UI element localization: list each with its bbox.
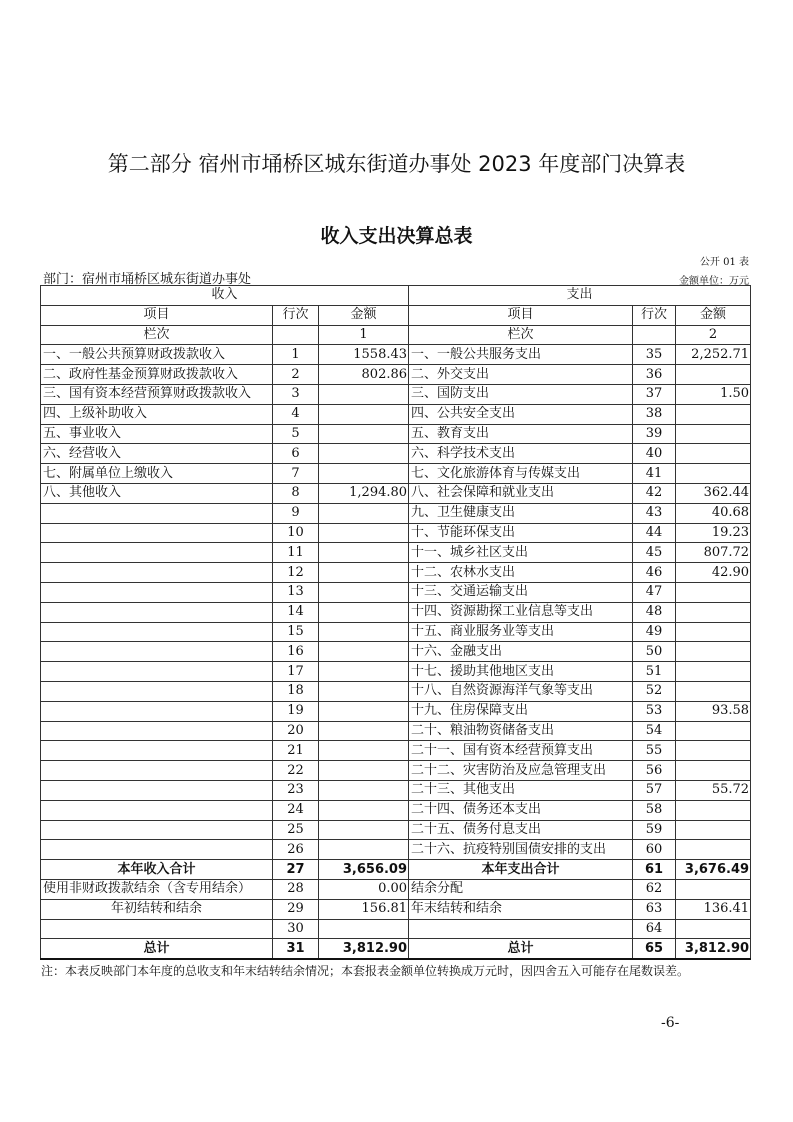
expense-item: 十三、交通运输支出: [409, 582, 633, 602]
expense-item: 八、社会保障和就业支出: [409, 483, 633, 503]
expense-line-no: 51: [633, 662, 676, 682]
income-amount: [319, 622, 409, 642]
footnote: 注：本表反映部门本年度的总收支和年末结转结余情况；本套报表金额单位转换成万元时，因四舍五入可能存在尾数误差。: [41, 964, 690, 978]
income-item: [41, 563, 273, 583]
table-row: [41, 345, 751, 365]
summary-income-amount: 3,656.09: [319, 860, 409, 880]
expense-amount: [676, 365, 751, 385]
expense-amount: [676, 602, 751, 622]
income-item: [41, 582, 273, 602]
income-item-header: 项目: [41, 305, 273, 325]
income-line-no: 21: [273, 741, 319, 761]
expense-header: 支出: [409, 286, 751, 306]
expense-item: 二十、粮油物资储备支出: [409, 721, 633, 741]
expense-line-no: 46: [633, 563, 676, 583]
income-line-no: 3: [273, 384, 319, 404]
income-amount: [319, 840, 409, 860]
table-row: [41, 622, 751, 642]
expense-item: 十四、资源勘探工业信息等支出: [409, 602, 633, 622]
table-row: [41, 404, 751, 424]
expense-amount: [676, 761, 751, 781]
income-item: [41, 642, 273, 662]
page-title: 第二部分 宿州市埇桥区城东街道办事处 2023 年度部门决算表: [107, 152, 686, 176]
expense-amount: [676, 800, 751, 820]
expense-line-no: 60: [633, 840, 676, 860]
table-title: 收入支出决算总表: [320, 225, 473, 247]
income-item: [41, 840, 273, 860]
table-row: [41, 741, 751, 761]
empty-cell: [633, 325, 676, 345]
summary-income-item: 年初结转和结余: [41, 899, 273, 919]
summary-income-amount: 156.81: [319, 899, 409, 919]
summary-row: [41, 860, 751, 880]
expense-item: 九、卫生健康支出: [409, 503, 633, 523]
income-amount: [319, 701, 409, 721]
expense-line-no: 42: [633, 483, 676, 503]
income-amount: [319, 662, 409, 682]
expense-amount: 1.50: [676, 384, 751, 404]
expense-column-order-label: 栏次: [409, 325, 633, 345]
summary-income-item: [41, 919, 273, 939]
column-number-row: [41, 325, 751, 345]
income-item: 七、附属单位上缴收入: [41, 464, 273, 484]
empty-cell: [273, 325, 319, 345]
expense-item: 二十六、抗疫特别国债安排的支出: [409, 840, 633, 860]
income-line-no: 14: [273, 602, 319, 622]
summary-income-line-no: 27: [273, 860, 319, 880]
income-line-header: 行次: [273, 305, 319, 325]
expense-amount: 55.72: [676, 780, 751, 800]
income-header: 收入: [41, 286, 409, 306]
table-row: [41, 662, 751, 682]
summary-income-amount: 0.00: [319, 879, 409, 899]
summary-income-line-no: 31: [273, 939, 319, 959]
expense-item: 十、节能环保支出: [409, 523, 633, 543]
income-column-order-label: 栏次: [41, 325, 273, 345]
income-item: [41, 681, 273, 701]
expense-item: 六、科学技术支出: [409, 444, 633, 464]
expense-line-no: 40: [633, 444, 676, 464]
income-item: [41, 780, 273, 800]
expense-amount-header: 金额: [676, 305, 751, 325]
table-row: [41, 543, 751, 563]
income-line-no: 2: [273, 365, 319, 385]
summary-expense-item: 总计: [409, 939, 633, 959]
income-line-no: 9: [273, 503, 319, 523]
expense-item-header: 项目: [409, 305, 633, 325]
table-row: [41, 523, 751, 543]
expense-item: 二十一、国有资本经营预算支出: [409, 741, 633, 761]
income-amount: [319, 404, 409, 424]
expense-amount: 93.58: [676, 701, 751, 721]
expense-item: 二十五、债务付息支出: [409, 820, 633, 840]
table-row: [41, 780, 751, 800]
summary-income-line-no: 29: [273, 899, 319, 919]
income-item: 二、政府性基金预算财政拨款收入: [41, 365, 273, 385]
expense-item: 四、公共安全支出: [409, 404, 633, 424]
expense-line-no: 50: [633, 642, 676, 662]
income-amount: [319, 602, 409, 622]
income-line-no: 25: [273, 820, 319, 840]
expense-line-no: 44: [633, 523, 676, 543]
income-line-no: 4: [273, 404, 319, 424]
income-line-no: 18: [273, 681, 319, 701]
expense-line-no: 45: [633, 543, 676, 563]
expense-item: 十八、自然资源海洋气象等支出: [409, 681, 633, 701]
table-row: [41, 761, 751, 781]
income-amount: [319, 444, 409, 464]
income-item: [41, 820, 273, 840]
expense-line-no: 41: [633, 464, 676, 484]
income-amount: [319, 582, 409, 602]
summary-expense-line-no: 62: [633, 879, 676, 899]
income-line-no: 6: [273, 444, 319, 464]
income-item: 四、上级补助收入: [41, 404, 273, 424]
table-row: [41, 384, 751, 404]
table-row: [41, 840, 751, 860]
income-item: [41, 761, 273, 781]
summary-income-item: 使用非财政拨款结余（含专用结余）: [41, 879, 273, 899]
summary-expense-item: 本年支出合计: [409, 860, 633, 880]
expense-item: 二十三、其他支出: [409, 780, 633, 800]
income-line-no: 7: [273, 464, 319, 484]
expense-item: 十二、农林水支出: [409, 563, 633, 583]
expense-amount: 362.44: [676, 483, 751, 503]
income-expense-table: [40, 285, 751, 960]
form-code: 公开 01 表: [699, 257, 749, 268]
income-line-no: 17: [273, 662, 319, 682]
income-amount-header: 金额: [319, 305, 409, 325]
summary-row: [41, 879, 751, 899]
table-row: [41, 681, 751, 701]
income-line-no: 16: [273, 642, 319, 662]
expense-amount: [676, 404, 751, 424]
table-row: [41, 582, 751, 602]
summary-expense-amount: 136.41: [676, 899, 751, 919]
section-header-row: [41, 286, 751, 306]
table-row: [41, 483, 751, 503]
income-amount: [319, 681, 409, 701]
table-row: [41, 701, 751, 721]
income-item: 三、国有资本经营预算财政拨款收入: [41, 384, 273, 404]
summary-income-line-no: 30: [273, 919, 319, 939]
expense-item: 五、教育支出: [409, 424, 633, 444]
income-line-no: 22: [273, 761, 319, 781]
income-amount: 1558.43: [319, 345, 409, 365]
summary-expense-amount: 3,812.90: [676, 939, 751, 959]
expense-amount: [676, 444, 751, 464]
income-line-no: 1: [273, 345, 319, 365]
expense-item: 七、文化旅游体育与传媒支出: [409, 464, 633, 484]
summary-income-amount: 3,812.90: [319, 939, 409, 959]
summary-income-amount: [319, 919, 409, 939]
income-item: 五、事业收入: [41, 424, 273, 444]
income-amount: [319, 563, 409, 583]
income-amount: [319, 780, 409, 800]
income-line-no: 5: [273, 424, 319, 444]
table-row: [41, 800, 751, 820]
expense-item: 二十四、债务还本支出: [409, 800, 633, 820]
income-amount: [319, 543, 409, 563]
summary-income-line-no: 28: [273, 879, 319, 899]
table-row: [41, 820, 751, 840]
table-row: [41, 642, 751, 662]
income-amount: 802.86: [319, 365, 409, 385]
summary-expense-line-no: 64: [633, 919, 676, 939]
table-row: [41, 464, 751, 484]
expense-amount: 807.72: [676, 543, 751, 563]
expense-line-header: 行次: [633, 305, 676, 325]
summary-row: [41, 939, 751, 959]
income-item: [41, 701, 273, 721]
expense-line-no: 39: [633, 424, 676, 444]
income-line-no: 20: [273, 721, 319, 741]
expense-amount: [676, 642, 751, 662]
expense-amount: [676, 582, 751, 602]
expense-line-no: 56: [633, 761, 676, 781]
income-amount: [319, 741, 409, 761]
expense-line-no: 43: [633, 503, 676, 523]
expense-amount: 19.23: [676, 523, 751, 543]
income-amount: 1,294.80: [319, 483, 409, 503]
income-line-no: 8: [273, 483, 319, 503]
income-line-no: 10: [273, 523, 319, 543]
expense-amount: [676, 721, 751, 741]
summary-income-item: 本年收入合计: [41, 860, 273, 880]
summary-expense-line-no: 65: [633, 939, 676, 959]
summary-income-item: 总计: [41, 939, 273, 959]
expense-amount: [676, 820, 751, 840]
income-line-no: 11: [273, 543, 319, 563]
income-amount: [319, 464, 409, 484]
income-line-no: 23: [273, 780, 319, 800]
income-line-no: 26: [273, 840, 319, 860]
expense-amount: [676, 464, 751, 484]
income-item: [41, 622, 273, 642]
income-amount: [319, 424, 409, 444]
summary-expense-line-no: 61: [633, 860, 676, 880]
table-row: [41, 563, 751, 583]
income-amount: [319, 642, 409, 662]
table-row: [41, 424, 751, 444]
expense-amount: 42.90: [676, 563, 751, 583]
income-line-no: 15: [273, 622, 319, 642]
expense-line-no: 58: [633, 800, 676, 820]
page-number: -6-: [661, 1015, 680, 1031]
income-item: 六、经营收入: [41, 444, 273, 464]
expense-item: 三、国防支出: [409, 384, 633, 404]
income-item: [41, 662, 273, 682]
income-item: [41, 721, 273, 741]
expense-line-no: 48: [633, 602, 676, 622]
summary-row: [41, 919, 751, 939]
expense-line-no: 52: [633, 681, 676, 701]
income-amount: [319, 761, 409, 781]
income-amount: [319, 503, 409, 523]
income-amount: [319, 721, 409, 741]
expense-line-no: 36: [633, 365, 676, 385]
summary-expense-amount: [676, 879, 751, 899]
income-item: [41, 602, 273, 622]
summary-row: [41, 899, 751, 919]
summary-expense-line-no: 63: [633, 899, 676, 919]
income-line-no: 24: [273, 800, 319, 820]
income-item: 八、其他收入: [41, 483, 273, 503]
expense-line-no: 54: [633, 721, 676, 741]
income-amount: [319, 384, 409, 404]
expense-column-no: 2: [676, 325, 751, 345]
table-row: [41, 503, 751, 523]
expense-item: 十六、金融支出: [409, 642, 633, 662]
department-label: 部门：宿州市埇桥区城东街道办事处: [43, 272, 252, 287]
summary-expense-amount: 3,676.49: [676, 860, 751, 880]
income-item: [41, 523, 273, 543]
income-column-no: 1: [319, 325, 409, 345]
expense-line-no: 37: [633, 384, 676, 404]
income-amount: [319, 820, 409, 840]
expense-amount: [676, 662, 751, 682]
expense-amount: [676, 681, 751, 701]
income-line-no: 13: [273, 582, 319, 602]
expense-amount: 2,252.71: [676, 345, 751, 365]
income-amount: [319, 523, 409, 543]
expense-amount: 40.68: [676, 503, 751, 523]
expense-item: 二十二、灾害防治及应急管理支出: [409, 761, 633, 781]
summary-expense-amount: [676, 919, 751, 939]
income-line-no: 12: [273, 563, 319, 583]
income-amount: [319, 800, 409, 820]
income-item: [41, 543, 273, 563]
summary-expense-item: 结余分配: [409, 879, 633, 899]
expense-item: 十九、住房保障支出: [409, 701, 633, 721]
summary-expense-item: 年末结转和结余: [409, 899, 633, 919]
expense-amount: [676, 424, 751, 444]
unit-label: 金额单位：万元: [679, 276, 749, 287]
expense-item: 十五、商业服务业等支出: [409, 622, 633, 642]
income-item: 一、一般公共预算财政拨款收入: [41, 345, 273, 365]
table-row: [41, 444, 751, 464]
summary-expense-item: [409, 919, 633, 939]
income-item: [41, 741, 273, 761]
expense-line-no: 53: [633, 701, 676, 721]
expense-line-no: 55: [633, 741, 676, 761]
expense-line-no: 59: [633, 820, 676, 840]
table-row: [41, 602, 751, 622]
table-row: [41, 721, 751, 741]
income-item: [41, 503, 273, 523]
expense-item: 二、外交支出: [409, 365, 633, 385]
column-header-row: [41, 305, 751, 325]
expense-item: 十一、城乡社区支出: [409, 543, 633, 563]
expense-amount: [676, 622, 751, 642]
income-item: [41, 800, 273, 820]
table-row: [41, 365, 751, 385]
expense-amount: [676, 840, 751, 860]
expense-line-no: 47: [633, 582, 676, 602]
expense-item: 一、一般公共服务支出: [409, 345, 633, 365]
income-line-no: 19: [273, 701, 319, 721]
expense-line-no: 49: [633, 622, 676, 642]
expense-item: 十七、援助其他地区支出: [409, 662, 633, 682]
expense-line-no: 57: [633, 780, 676, 800]
expense-line-no: 35: [633, 345, 676, 365]
expense-amount: [676, 741, 751, 761]
expense-line-no: 38: [633, 404, 676, 424]
